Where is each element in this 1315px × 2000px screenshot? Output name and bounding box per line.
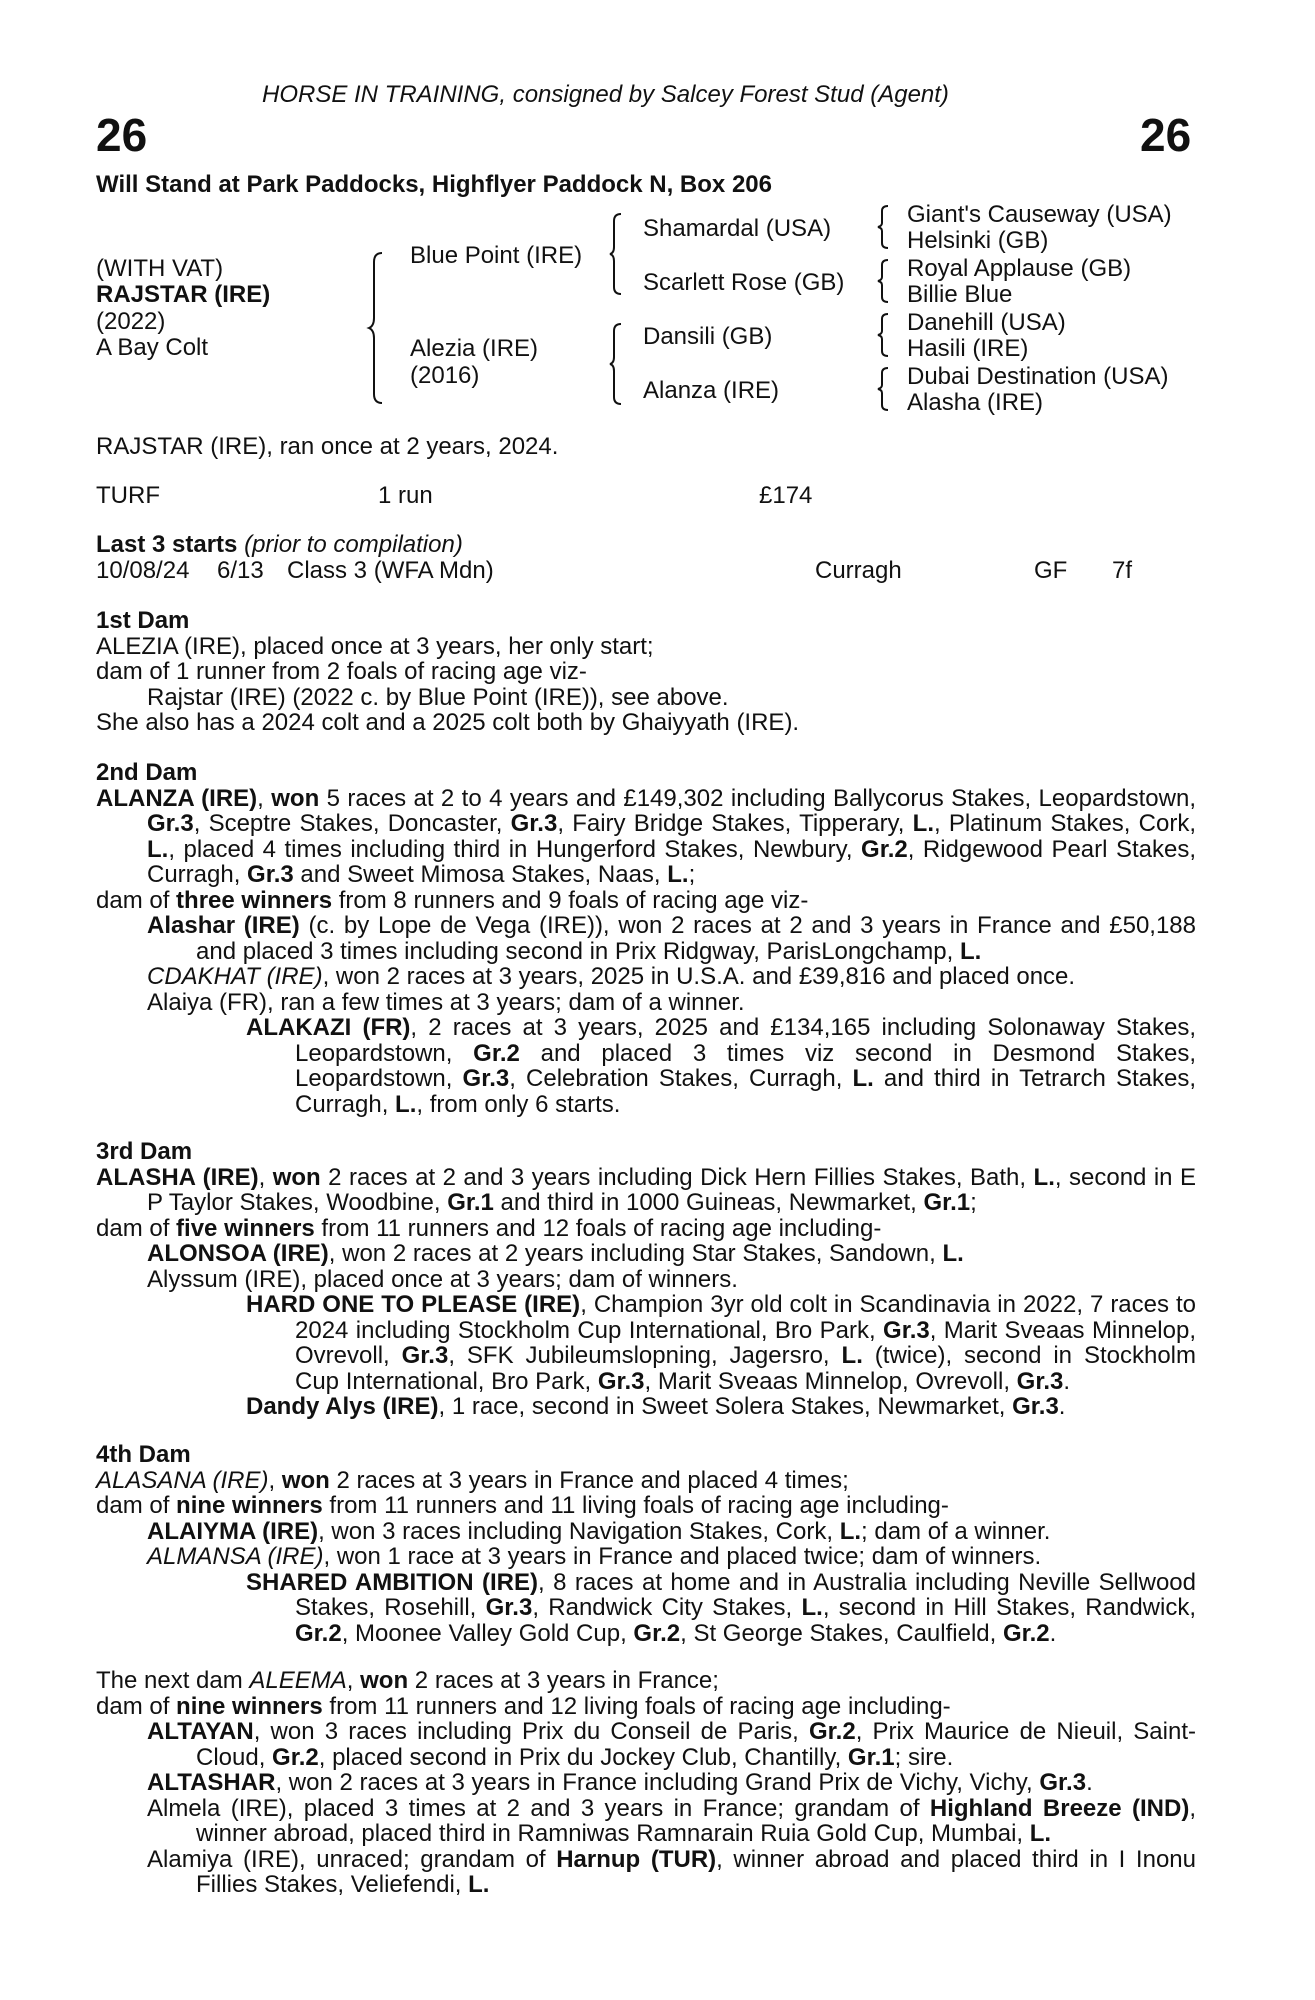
- start-going: GF: [1034, 557, 1068, 584]
- third-dam-heading: 3rd Dam: [96, 1138, 193, 1165]
- progeny-entry: Almela (IRE), placed 3 times at 2 and 3 years in France; grandam of Highland Breeze (IND), winner abroad, placed third in Ramniwas Ramnarain Ruia Gold Cup, Mumbai, L.: [147, 1794, 1196, 1847]
- progeny-entry: Alyssum (IRE), placed once at 3 years; dam of winners.: [147, 1265, 738, 1293]
- stand-location: Will Stand at Park Paddocks, Highflyer Paddock N, Box 206: [96, 171, 772, 198]
- last-starts-note: (prior to compilation): [244, 531, 463, 558]
- pedigree-dam-sire: Dansili (GB): [643, 323, 773, 350]
- fourth-dam-heading: 4th Dam: [96, 1441, 191, 1468]
- progeny-entry: ALAKAZI (FR), 2 races at 3 years, 2025 and £134,165 including Solonaway Stakes, Leopardstown, Gr.2 and placed 3 times viz second in Desmond Stakes, Leopardstown, Gr.3, Celebration Stakes, Curragh, L. and third in Tetrarch Stakes, Curragh, L., from only 6 starts.: [246, 1014, 1197, 1118]
- third-dam-record: ALASHA (IRE), won 2 races at 2 and 3 years including Dick Hern Fillies Stakes, Bath, L., second in E P Taylor Stakes, Woodbine, Gr.1 and third in 1000 Guineas, Newmarket, Gr.1;: [96, 1163, 1196, 1216]
- pedigree-dam: Alezia (IRE): [410, 335, 539, 362]
- pedigree-g1: Giant's Causeway (USA): [907, 201, 1172, 228]
- pedigree-bracket-4: [877, 205, 891, 249]
- progeny-entry: SHARED AMBITION (IRE), 8 races at home and in Australia including Neville Sellwood Stakes, Rosehill, Gr.3, Randwick City Stakes, L., second in Hill Stakes, Randwick, Gr.2, Moonee Valley Gold Cup, Gr.2, St George Stakes, Caulfield, Gr.2.: [246, 1568, 1196, 1647]
- pedigree-bracket-3: [609, 323, 625, 405]
- catalogue-subtitle: HORSE IN TRAINING, consigned by Salcey Forest Stud (Agent): [262, 81, 949, 108]
- start-date: 10/08/24: [96, 557, 190, 584]
- progeny-entry: Alamiya (IRE), unraced; grandam of Harnup (TUR), winner abroad and placed third in I Inonu Fillies Stakes, Veliefendi, L.: [147, 1845, 1196, 1898]
- record-earnings: £174: [759, 482, 813, 509]
- horse-name: RAJSTAR (IRE): [96, 281, 271, 308]
- start-position: 6/13: [217, 557, 264, 584]
- progeny-entry: Dandy Alys (IRE), 1 race, second in Sweet Solera Stakes, Newmarket, Gr.3.: [246, 1393, 1066, 1420]
- first-dam-line: ALEZIA (IRE), placed once at 3 years, her only start;: [96, 632, 654, 660]
- second-dam-section: [96, 760, 1196, 1117]
- first-dam-section: [96, 608, 1196, 736]
- pedigree-g5: Danehill (USA): [907, 309, 1066, 336]
- pedigree-g6: Hasili (IRE): [907, 335, 1029, 362]
- pedigree-bracket-1: [368, 252, 388, 404]
- next-dam-produce: dam of nine winners from 11 runners and 12 living foals of racing age including-: [96, 1692, 951, 1720]
- pedigree-dam-dam: Alanza (IRE): [643, 377, 780, 404]
- start-course: Curragh: [815, 557, 902, 584]
- pedigree-sire-sire: Shamardal (USA): [643, 215, 832, 242]
- third-dam-section: [96, 1139, 1196, 1420]
- pedigree-g2: Helsinki (GB): [907, 227, 1049, 254]
- pedigree-bracket-7: [877, 367, 891, 411]
- progeny-entry: ALAIYMA (IRE), won 3 races including Navigation Stakes, Cork, L.; dam of a winner.: [147, 1517, 1051, 1545]
- progeny-entry: HARD ONE TO PLEASE (IRE), Champion 3yr old colt in Scandinavia in 2022, 7 races to 2024 including Stockholm Cup International, Bro Park, Gr.3, Marit Sveaas Minnelop, Ovrevoll, Gr.3, SFK Jubileumslopning, Jagersro, L. (twice), second in Stockholm Cup International, Bro Park, Gr.3, Marit Sveaas Minnelop, Ovrevoll, Gr.3.: [246, 1291, 1197, 1395]
- lot-number-left: 26: [96, 109, 148, 161]
- pedigree-sire: Blue Point (IRE): [410, 242, 583, 269]
- vat-label: (WITH VAT): [96, 255, 224, 282]
- first-dam-line: She also has a 2024 colt and a 2025 colt both by Ghaiyyath (IRE).: [96, 709, 800, 736]
- lot-number-right: 26: [1140, 109, 1192, 161]
- fourth-dam-section: [96, 1442, 1196, 1646]
- third-dam-produce: dam of five winners from 11 runners and 12 foals of racing age including-: [96, 1214, 882, 1242]
- first-dam-line: dam of 1 runner from 2 foals of racing age viz-: [96, 658, 587, 685]
- second-dam-record: ALANZA (IRE), won 5 races at 2 to 4 years and £149,302 including Ballycorus Stakes, Leopardstown, Gr.3, Sceptre Stakes, Doncaster, Gr.3, Fairy Bridge Stakes, Tipperary, L., Platinum Stakes, Cork, L., placed 4 times including third in Hungerford Stakes, Newbury, Gr.2, Ridgewood Pearl Stakes, Curragh, Gr.3 and Sweet Mimosa Stakes, Naas, L.;: [96, 784, 1196, 888]
- last-starts-title: Last 3 starts: [96, 531, 238, 558]
- progeny-entry: ALTAYAN, won 3 races including Prix du Conseil de Paris, Gr.2, Prix Maurice de Nieuil, Saint-Cloud, Gr.2, placed second in Prix du Jockey Club, Chantilly, Gr.1; sire.: [147, 1718, 1196, 1771]
- progeny-entry: CDAKHAT (IRE), won 2 races at 3 years, 2025 in U.S.A. and £39,816 and placed once.: [147, 963, 1076, 990]
- pedigree-bracket-5: [877, 259, 891, 303]
- fourth-dam-record: ALASANA (IRE), won 2 races at 3 years in France and placed 4 times;: [96, 1466, 849, 1494]
- fourth-dam-produce: dam of nine winners from 11 runners and 11 living foals of racing age including-: [96, 1492, 949, 1519]
- pedigree-g3: Royal Applause (GB): [907, 255, 1132, 282]
- start-race: Class 3 (WFA Mdn): [287, 557, 494, 584]
- pedigree-dam-year: (2016): [410, 362, 480, 389]
- second-dam-heading: 2nd Dam: [96, 759, 198, 786]
- next-dam-section: [96, 1668, 1196, 1898]
- second-dam-produce: dam of three winners from 8 runners and 9 foals of racing age viz-: [96, 886, 809, 914]
- last-starts-heading: [96, 532, 463, 558]
- progeny-entry: Alaiya (FR), ran a few times at 3 years; dam of a winner.: [147, 988, 745, 1016]
- pedigree-bracket-6: [877, 313, 891, 357]
- first-dam-heading: 1st Dam: [96, 607, 190, 634]
- horse-year: (2022): [96, 308, 166, 335]
- progeny-entry: ALTASHAR, won 2 races at 3 years in France including Grand Prix de Vichy, Vichy, Gr.3.: [147, 1769, 1093, 1796]
- record-runs: 1 run: [378, 482, 433, 509]
- pedigree-g8: Alasha (IRE): [907, 389, 1044, 416]
- progeny-entry: Alashar (IRE) (c. by Lope de Vega (IRE)), won 2 races at 2 and 3 years in France and £50,188 and placed 3 times including second in Prix Ridgway, ParisLongchamp, L.: [147, 912, 1197, 965]
- progeny-entry: ALMANSA (IRE), won 1 race at 3 years in France and placed twice; dam of winners.: [147, 1543, 1042, 1570]
- first-dam-line: Rajstar (IRE) (2022 c. by Blue Point (IRE)), see above.: [147, 683, 729, 711]
- pedigree-g7: Dubai Destination (USA): [907, 363, 1169, 390]
- start-distance: 7f: [1112, 557, 1133, 584]
- progeny-entry: ALONSOA (IRE), won 2 races at 2 years including Star Stakes, Sandown, L.: [147, 1240, 964, 1267]
- next-dam-record: The next dam ALEEMA, won 2 races at 3 years in France;: [96, 1667, 719, 1694]
- race-summary: RAJSTAR (IRE), ran once at 2 years, 2024.: [96, 433, 559, 460]
- pedigree-g4: Billie Blue: [907, 281, 1013, 308]
- horse-description: A Bay Colt: [96, 334, 209, 361]
- record-surface: TURF: [96, 482, 160, 509]
- pedigree-sire-dam: Scarlett Rose (GB): [643, 269, 845, 296]
- pedigree-bracket-2: [609, 213, 625, 295]
